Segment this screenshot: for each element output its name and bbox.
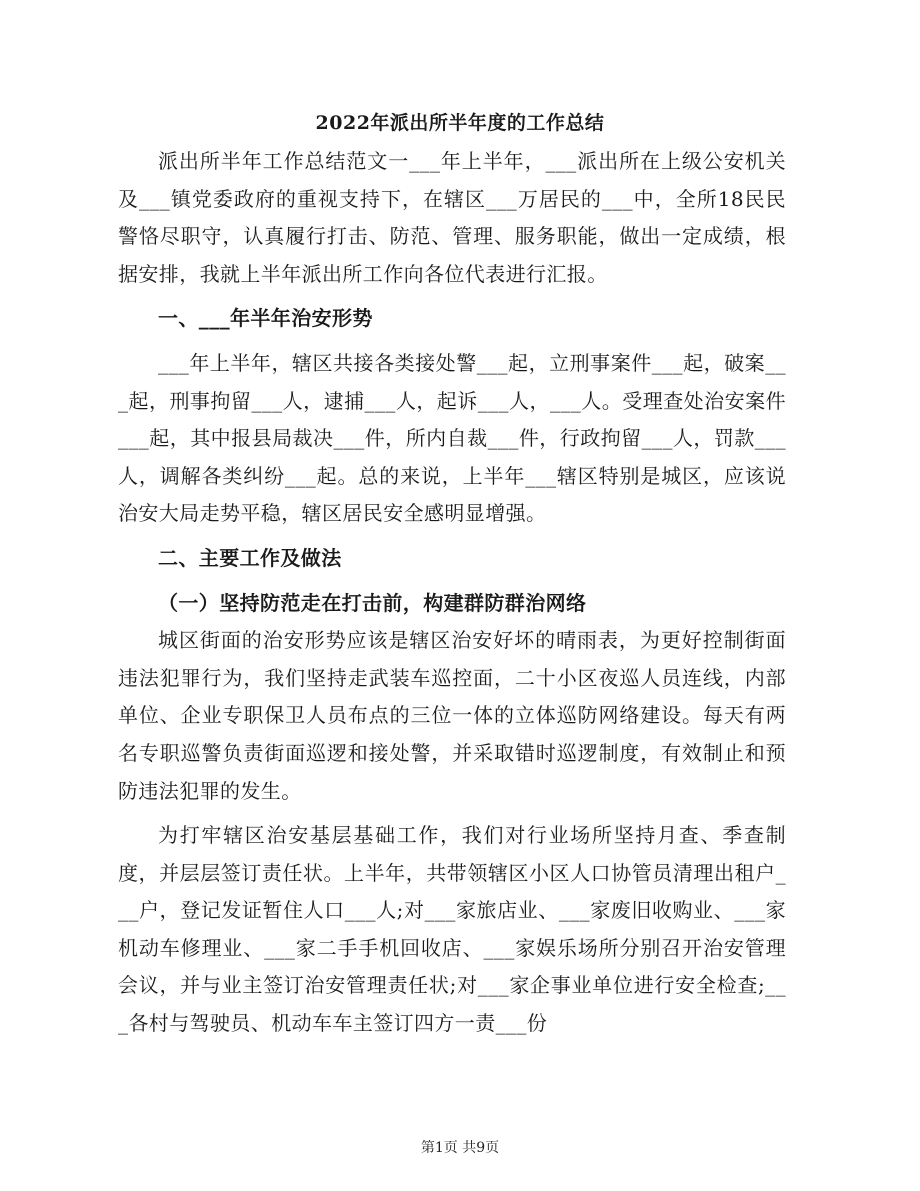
section-heading-2: 二、主要工作及做法 <box>158 545 342 570</box>
paragraph-security-situation: ___年上半年，辖区共接各类接处警___起，立刑事案件___起，破案___起，刑事拘留___人，逮捕___人，起诉___人，___人。受理查处治安案件___起，其中报县局裁决___件，所内自裁___件，行政拘留___人，罚款___人，调解各类纠纷___起。总的来说，上半年___辖区特别是城区，应该说治安大局走势平稳，辖区居民安全感明显增强。 <box>118 350 786 526</box>
document-title: 2022年派出所半年度的工作总结 <box>315 112 605 134</box>
section-heading-1: 一、___年半年治安形势 <box>158 306 373 331</box>
paragraph-grassroots-work: 为打牢辖区治安基层基础工作，我们对行业场所坚持月查、季查制度，并层层签订责任状。上半年，共带领辖区小区人口协管员清理出租户___户，登记发证暂住人口___人;对___家旅店业、___家废旧收购业、___家机动车修理业、___家二手手机回收店、___家娱乐场所分别召开治安管理会议，并与业主签订治安管理责任状;对___家企事业单位进行安全检查;___各村与驾驶员、机动车车主签订四方一责___份 <box>118 823 786 1036</box>
paragraph-intro: 派出所半年工作总结范文一___年上半年，___派出所在上级公安机关及___镇党委政府的重视支持下，在辖区___万居民的___中，全所18民民警恪尽职守，认真履行打击、防范、管理、服务职能，做出一定成绩，根据安排，我就上半年派出所工作向各位代表进行汇报。 <box>118 149 786 286</box>
subsection-heading-1: （一）坚持防范走在打击前，构建群防群治网络 <box>158 590 587 615</box>
paragraph-patrol-network: 城区街面的治安形势应该是辖区治安好坏的晴雨表，为更好控制街面违法犯罪行为，我们坚持走武装车巡控面，二十小区夜巡人员连线，内部单位、企业专职保卫人员布点的三位一体的立体巡防网络建设。每天有两名专职巡警负责街面巡逻和接处警，并采取错时巡逻制度，有效制止和预防违法犯罪的发生。 <box>118 628 786 803</box>
page-number: 第1页 共9页 <box>420 1140 500 1156</box>
document-body <box>118 143 786 1043</box>
